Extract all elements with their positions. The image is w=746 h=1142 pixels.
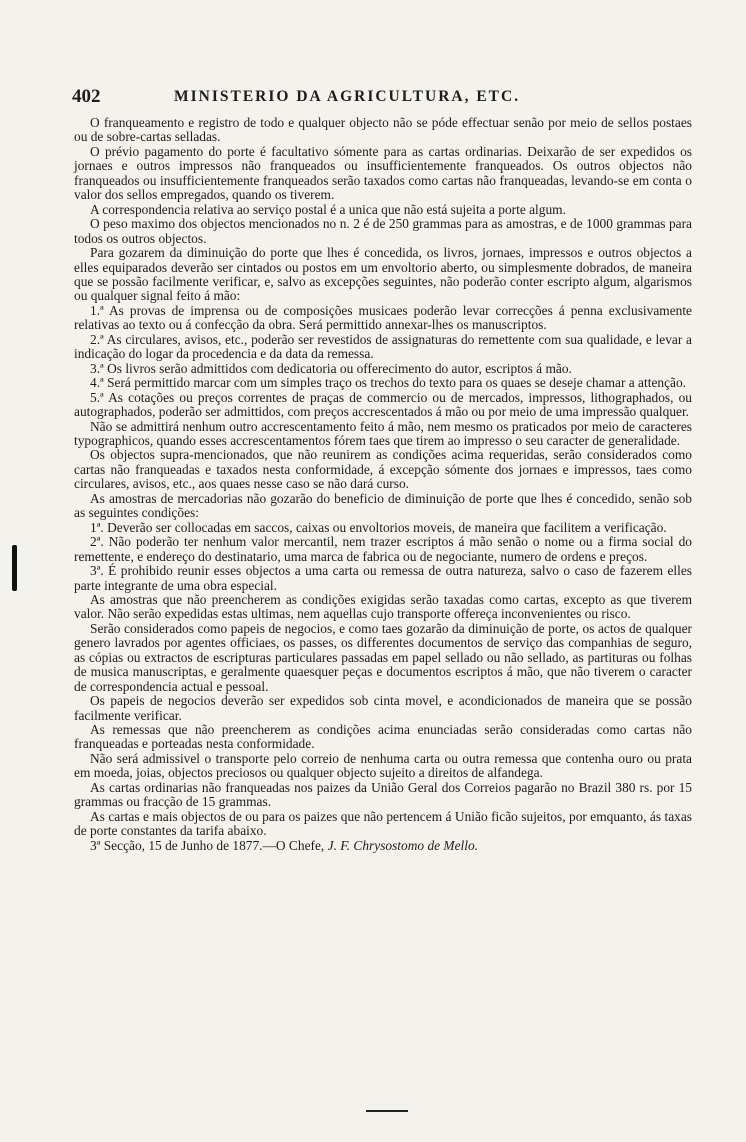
paragraph: Os papeis de negocios deverão ser expedidos sob cinta movel, e acondicionados de maneira que se possão facilmente verificar. [74,693,692,723]
paragraph: Não se admittirá nenhum outro accrescentamento feito á mão, nem mesmo os praticados por meio de caracteres typographicos, quando esses accrescentamentos fórem taes que tirem ao impresso o seu caracter de generalidade. [74,418,692,448]
closing-rule [366,1110,408,1112]
margin-mark [12,545,17,591]
signature-name: J. F. Chrysostomo de Mello. [327,837,479,853]
page-header [72,86,694,112]
paragraph: Não será admissivel o transporte pelo correio de nenhuma carta ou outra remessa que contenha ouro ou prata em moeda, joias, objectos preciosos ou qualquer objecto sujeito a direitos de alfandega. [74,750,692,781]
paragraph: 3.ª Os livros serão admittidos com dedicatoria ou offerecimento do autor, escriptos á mão. [90,360,572,376]
paragraph: 2.ª As circulares, avisos, etc., poderão ser revestidos de assignaturas do remettente com sua qualidade, e levar a indicação do logar da procedencia e da data da remessa. [74,331,692,362]
running-title: MINISTERIO DA AGRICULTURA, ETC. [174,88,521,105]
paragraph: As amostras de mercadorias não gozarão do beneficio de diminuição de porte que lhes é concedido, senão sob as seguintes condições: [74,490,692,521]
paragraph: A correspondencia relativa ao serviço postal é a unica que não está sujeita a porte algum. [90,201,566,217]
page-number: 402 [72,86,101,107]
paragraph: O peso maximo dos objectos mencionados no n. 2 é de 250 grammas para as amostras, e de 1000 grammas para todos os outros objectos. [74,216,692,246]
paragraph: O prévio pagamento do porte é facultativo sómente para as cartas ordinarias. Deixarão de ser expedidos os jornaes e outros impressos não franqueados ou insufficientemente franqueados. Os outros objectos não franqueados ou insufficientemente franqueados serão taxados como cartas não franqueadas, levando-se em conta o valor dos sellos empregados, quando os tiverem. [74,143,692,203]
paragraph: As cartas e mais objectos de ou para os paizes que não pertencem á União ficão sujeitos, por emquanto, ás taxas de porte constantes da tarifa abaixo. [74,808,692,839]
paragraph: 3ª. É prohibido reunir esses objectos a uma carta ou remessa de outra natureza, salvo o caso de fazerem elles parte integrante de uma obra especial. [74,563,692,593]
paragraph: As remessas que não preencherem as condições acima enunciadas serão consideradas como cartas não franqueadas e porteadas nesta conformidade. [74,722,692,752]
paragraph: As cartas ordinarias não franqueadas nos paizes da União Geral dos Correios pagarão no Brazil 380 rs. por 15 grammas ou fracção de 15 grammas. [74,779,692,810]
paragraph: 4.ª Será permittido marcar com um simples traço os trechos do texto para os quaes se deseje chamar a attenção. [90,375,687,391]
paragraph: Serão considerados como papeis de negocios, e como taes gozarão da diminuição de porte, os actos de qualquer genero lavrados por agentes officiaes, os passes, os differentes documentos de serviço das companhias de seguro, as cópias ou extractos de escripturas particulares passadas em papel sellado ou não sellado, as partituras ou folhas de musica manuscriptas, e geralmente quaesquer peças e documentos escriptos á mão, que não tiverem o caracter de correspondencia actual e pessoal. [74,620,692,694]
paragraph: 1ª. Deverão ser collocadas em saccos, caixas ou envoltorios moveis, de maneira que facilitem a verificação. [90,519,667,535]
paragraph: As amostras que não preencherem as condições exigidas serão taxadas como cartas, excepto as que tiverem valor. Não serão expedidas estas ultimas, nem aquellas cujo transporte offereça inconvenientes ou risco. [74,591,692,622]
paragraph: Os objectos supra-mencionados, que não reunirem as condições acima requeridas, serão considerados como cartas não franqueadas e taxados nesta conformidade, á excepção sómente dos jornaes e impressos, taes como circulares, avisos, etc., aos quaes nesse caso se não dará curso. [74,447,692,492]
paragraph: O franqueamento e registro de todo e qualquer objecto não se póde effectuar senão por meio de sellos postaes ou de sobre-cartas selladas. [74,115,692,145]
paragraph: 1.ª As provas de imprensa ou de composições musicaes poderão levar correcções á penna exclusivamente relativas ao texto ou á confecção da obra. Será permittido annexar-lhes os manuscriptos. [74,302,692,333]
paragraph: 2ª. Não poderão ter nenhum valor mercantil, nem trazer escriptos á mão senão o nome ou a firma social do remettente, e endereço do destinatario, uma marca de fabrica ou de negociante, numero de ordens e preços. [74,534,692,564]
paragraph: 5.ª As cotações ou preços correntes de praças de commercio ou de mercados, impressos, lithographados, ou autographados, poderão ser admittidos, com preços accrescentados á mão ou por meio de uma impressão qualquer. [74,389,692,420]
signature-text: 3ª Secção, 15 de Junho de 1877.—O Chefe, [90,837,325,853]
page-body [74,116,692,853]
signature-line [74,839,692,853]
paragraph: Para gozarem da diminuição do porte que lhes é concedida, os livros, jornaes, impressos e outros objectos a elles equiparados deverão ser cintados ou postos em um envoltorio aberto, ou simplesmente dobrados, de maneira que se possão facilmente verificar, e, salvo as excepções seguintes, não poderão conter escripto algum, algarismos ou qualquer signal feito á mão: [74,245,692,304]
